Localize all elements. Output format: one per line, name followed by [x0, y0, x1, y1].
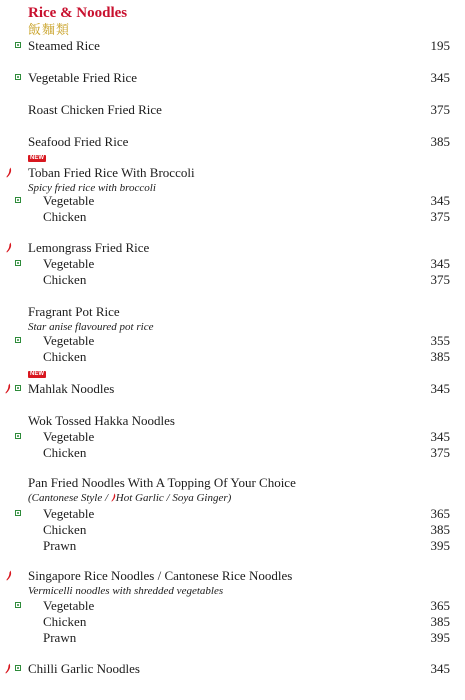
- veg-icon: [15, 602, 21, 608]
- price: 365: [430, 506, 450, 521]
- option-row: Vegetable 365: [0, 506, 465, 522]
- new-badge: NEW: [30, 371, 44, 377]
- price: 355: [430, 333, 450, 348]
- price: 385: [430, 522, 450, 537]
- option-row: Vegetable 365: [0, 598, 465, 614]
- item-description: Star anise flavoured pot rice: [28, 321, 154, 333]
- item-description: Vermicelli noodles with shredded vegetables: [28, 585, 224, 597]
- option-row: Vegetable 355: [0, 333, 465, 349]
- price: 365: [430, 598, 450, 613]
- chili-icon: [6, 242, 12, 253]
- price: 395: [430, 630, 450, 645]
- page-subtitle-chinese: 飯麵類: [28, 22, 71, 37]
- price: 345: [430, 429, 450, 444]
- price: 345: [430, 193, 450, 208]
- chili-icon: [6, 570, 12, 581]
- veg-icon: [15, 42, 21, 48]
- menu-item-toban-fried-rice: Toban Fried Rice With Broccoli: [0, 165, 465, 181]
- veg-icon: [15, 510, 21, 516]
- option-row: Prawn 395: [43, 630, 450, 645]
- veg-icon: [15, 665, 21, 671]
- menu-item-hakka-noodles: Wok Tossed Hakka Noodles: [28, 413, 175, 428]
- chili-icon: [5, 663, 11, 674]
- option-row: Prawn 395: [43, 538, 450, 553]
- price: 395: [430, 538, 450, 553]
- veg-icon: [15, 337, 21, 343]
- option-row: Chicken 375: [43, 445, 450, 460]
- veg-icon: [15, 385, 21, 391]
- item-description: (Cantonese Style / Hot Garlic / Soya Ginger): [28, 492, 232, 504]
- menu-item-chilli-garlic-noodles: Chilli Garlic Noodles 345: [0, 661, 465, 677]
- price: 385: [430, 614, 450, 629]
- price: 375: [430, 272, 450, 287]
- menu-item-mahlak-noodles: Mahlak Noodles 345: [0, 381, 465, 397]
- price: 375: [430, 102, 450, 117]
- veg-icon: [15, 260, 21, 266]
- veg-icon: [15, 197, 21, 203]
- price: 345: [430, 256, 450, 271]
- option-row: Vegetable 345: [0, 193, 465, 209]
- option-row: Chicken 375: [43, 272, 450, 287]
- veg-icon: [15, 433, 21, 439]
- price: 385: [430, 134, 450, 149]
- option-row: Chicken 385: [43, 614, 450, 629]
- menu-item-steamed-rice: Steamed Rice 195: [0, 38, 465, 54]
- option-row: Chicken 375: [43, 209, 450, 224]
- veg-icon: [15, 74, 21, 80]
- menu-item-seafood-fried-rice: Seafood Fried Rice 385: [28, 134, 450, 149]
- menu-item-lemongrass-fried-rice: Lemongrass Fried Rice: [0, 240, 465, 256]
- option-row: Chicken 385: [43, 349, 450, 364]
- price: 385: [430, 349, 450, 364]
- price: 345: [430, 70, 450, 85]
- menu-item-pan-fried-noodles: Pan Fried Noodles With A Topping Of Your Choice: [28, 475, 296, 490]
- item-description: Spicy fried rice with broccoli: [28, 182, 156, 194]
- price: 375: [430, 445, 450, 460]
- price: 375: [430, 209, 450, 224]
- option-row: Vegetable 345: [0, 429, 465, 445]
- new-badge: NEW: [30, 155, 44, 161]
- menu-item-vegetable-fried-rice: Vegetable Fried Rice 345: [0, 70, 465, 86]
- section-header: [28, 5, 127, 37]
- option-row: Chicken 385: [43, 522, 450, 537]
- menu-item-roast-chicken-fried-rice: Roast Chicken Fried Rice 375: [28, 102, 450, 117]
- price: 345: [430, 661, 450, 676]
- chili-icon: [6, 167, 12, 178]
- price: 195: [430, 38, 450, 53]
- menu-item-fragrant-pot-rice: Fragrant Pot Rice: [28, 304, 120, 319]
- chili-icon: [5, 383, 11, 394]
- page-title: Rice & Noodles: [28, 5, 128, 21]
- menu-item-singapore-rice-noodles: Singapore Rice Noodles / Cantonese Rice Noodles: [0, 568, 465, 584]
- price: 345: [430, 381, 450, 396]
- option-row: Vegetable 345: [0, 256, 465, 272]
